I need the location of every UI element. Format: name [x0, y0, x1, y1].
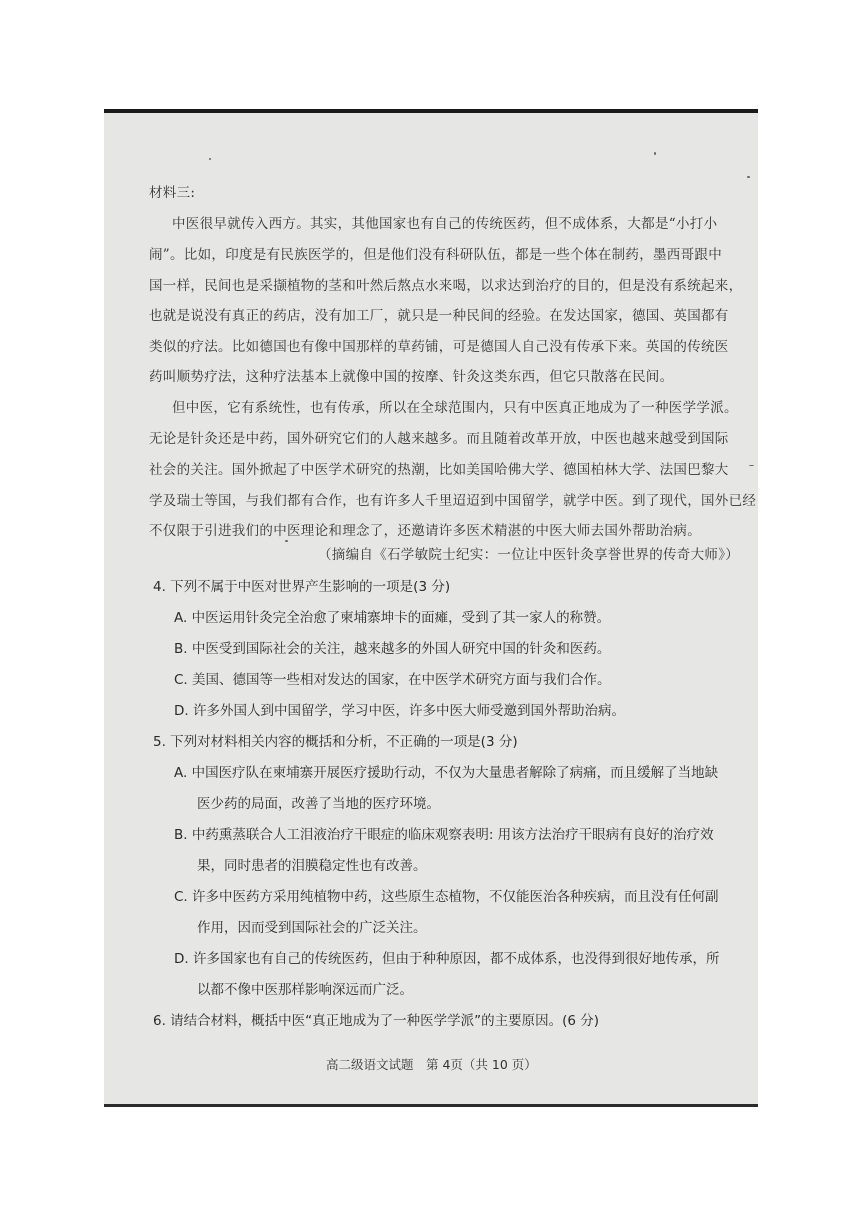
scan-speck [747, 176, 750, 178]
question-5-option-c-line2: 作用，因而受到国际社会的广泛关注。 [197, 920, 427, 936]
question-5-option-d-line1: D. 许多国家也有自己的传统医药，但由于种种原因，都不成体系，也没得到很好地传承，所 [174, 951, 720, 967]
material-para1-line: 闹”。比如，印度是有民族医学的，但是他们没有科研队伍，都是一些个体在制药，墨西哥跟中 [149, 247, 722, 263]
scan-speck [749, 465, 754, 466]
question-5-option-a-line1: A. 中国医疗队在柬埔寨开展医疗援助行动，不仅为大量患者解除了病痛，而且缓解了当地缺 [174, 765, 719, 781]
question-5-stem: 5. 下列对材料相关内容的概括和分析，不正确的一项是(3 分) [153, 734, 518, 750]
page-footer: 高二级语文试题 第 4页（共 10 页） [326, 1057, 537, 1072]
question-4-option-d: D. 许多外国人到中国留学，学习中医，许多中医大师受邀到国外帮助治病。 [174, 703, 625, 719]
material-para1-line: 中医很早就传入西方。其实，其他国家也有自己的传统医药，但不成体系，大都是“小打小 [172, 216, 718, 232]
material-source: （摘编自《石学敏院士纪实：一位让中医针灸享誉世界的传奇大师》） [318, 547, 740, 563]
scan-speck [654, 152, 656, 155]
material-heading: 材料三: [149, 185, 196, 201]
material-para2-line: 不仅限于引进我们的中医理论和理念了，还邀请许多医术精湛的中医大师去国外帮助治病。 [149, 523, 701, 539]
scan-speck [209, 158, 211, 160]
question-5-option-a-line2: 医少药的局面，改善了当地的医疗环境。 [197, 796, 440, 812]
material-para1-line: 也就是说没有真正的药店，没有加工厂，就只是一种民间的经验。在发达国家，德国、英国都有 [149, 308, 729, 324]
question-5-option-c-line1: C. 许多中医药方采用纯植物中药，这些原生态植物，不仅能医治各种疾病，而且没有任何副 [174, 889, 719, 905]
material-para2-line: 学及瑞士等国，与我们都有合作，也有许多人千里迢迢到中国留学，就学中医。到了现代，国外已经 [149, 493, 757, 509]
question-5-option-b-line2: 果，同时患者的泪膜稳定性也有改善。 [197, 858, 427, 874]
material-para2-line: 无论是针灸还是中药，国外研究它们的人越来越多。而且随着改革开放，中医也越来越受到国际 [149, 431, 729, 447]
material-para2-line: 社会的关注。国外掀起了中医学术研究的热潮，比如美国哈佛大学、德国柏林大学、法国巴黎大 [149, 462, 729, 478]
material-para2-line: 但中医，它有系统性，也有传承，所以在全球范围内，只有中医真正地成为了一种医学学派。 [172, 400, 738, 416]
material-para1-line: 类似的疗法。比如德国也有像中国那样的草药铺，可是德国人自己没有传承下来。英国的传统医 [149, 339, 729, 355]
question-6-stem: 6. 请结合材料，概括中医“真正地成为了一种医学学派”的主要原因。(6 分) [153, 1013, 600, 1029]
material-para1-line: 国一样，民间也是采撷植物的茎和叶然后熬点水来喝，以求达到治疗的目的，但是没有系统起来， [149, 278, 743, 294]
question-5-option-b-line1: B. 中药熏蒸联合人工泪液治疗干眼症的临床观察表明: 用该方法治疗干眼病有良好的治疗效 [174, 827, 714, 843]
question-4-stem: 4. 下列不属于中医对世界产生影响的一项是(3 分) [153, 579, 451, 595]
material-para1-line: 药叫顺势疗法，这种疗法基本上就像中国的按摩、针灸这类东西，但它只散落在民间。 [149, 369, 674, 385]
question-5-option-d-line2: 以都不像中医那样影响深远而广泛。 [197, 982, 413, 998]
scan-speck [285, 540, 288, 542]
question-4-option-b: B. 中医受到国际社会的关注，越来越多的外国人研究中国的针灸和医药。 [174, 641, 611, 657]
question-4-option-a: A. 中医运用针灸完全治愈了柬埔寨坤卡的面瘫，受到了其一家人的称赞。 [174, 610, 611, 626]
question-4-option-c: C. 美国、德国等一些相对发达的国家，在中医学术研究方面与我们合作。 [174, 672, 611, 688]
